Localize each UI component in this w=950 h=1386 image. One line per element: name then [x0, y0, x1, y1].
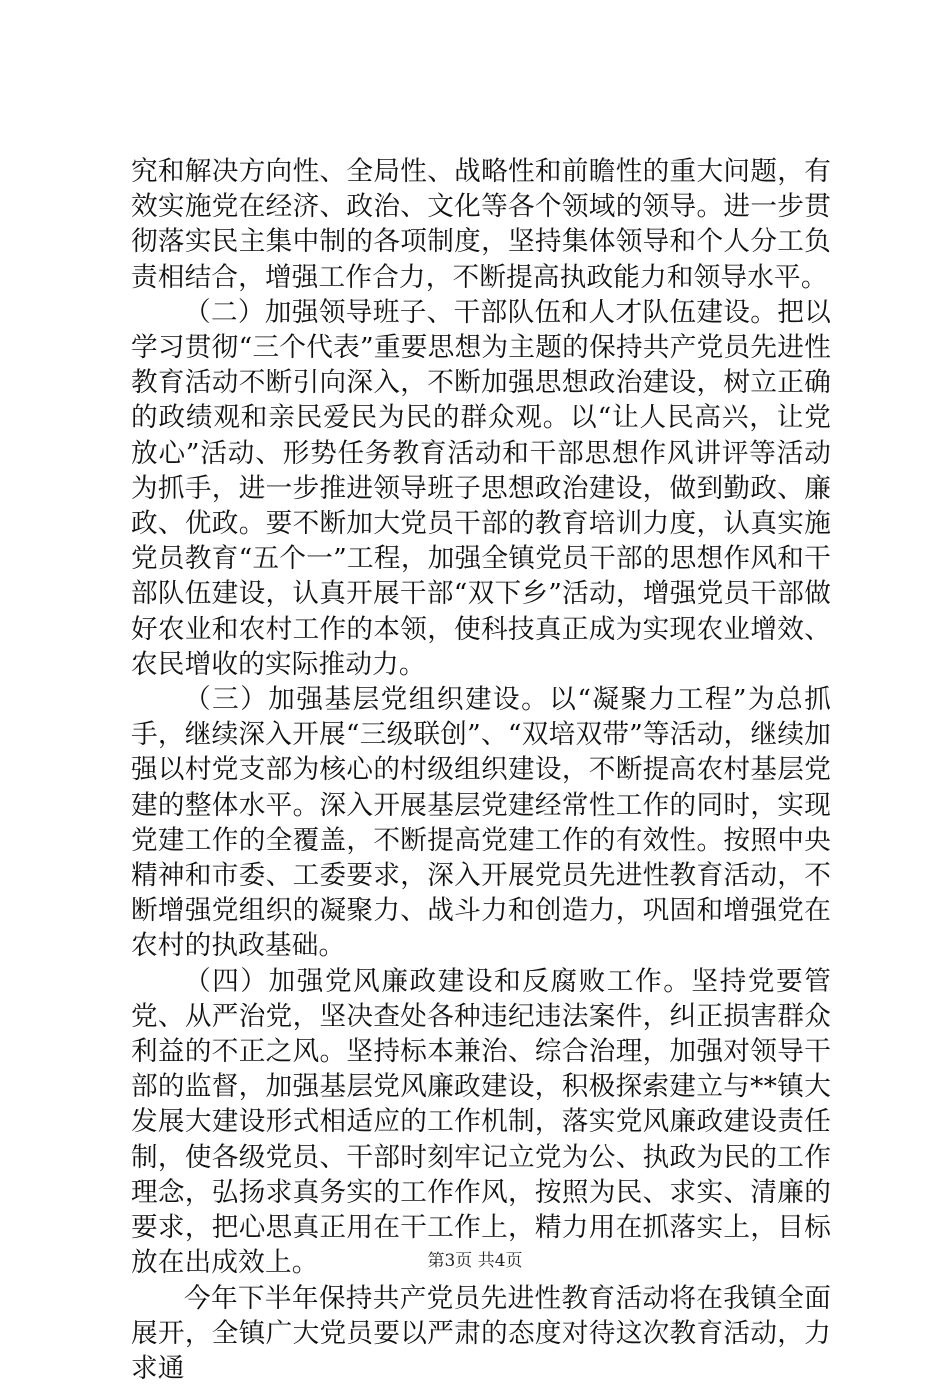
paragraph-section-3: （三）加强基层党组织建设。以“凝聚力工程”为总抓手，继续深入开展“三级联创”、“双培双带”等活动，继续加强以村党支部为核心的村级组织建设，不断提高农村基层党建的整体水平。深入开展基层党建经常性工作的同时，实现党建工作的全覆盖，不断提高党建工作的有效性。按照中央精神和市委、工委要求，深入开展党员先进性教育活动，不断增强党组织的凝聚力、战斗力和创造力，巩固和增强党在农村的执政基础。	[131, 682, 831, 964]
page-number-footer: 第3页 共4页	[0, 1246, 950, 1271]
paragraph-1-continued: 究和解决方向性、全局性、战略性和前瞻性的重大问题，有效实施党在经济、政治、文化等各个领域的领导。进一步贯彻落实民主集中制的各项制度，坚持集体领导和个人分工负责相结合，增强工作合力，不断提高执政能力和领导水平。	[131, 154, 831, 295]
document-body	[131, 154, 831, 1386]
paragraph-section-2: （二）加强领导班子、干部队伍和人才队伍建设。把以学习贯彻“三个代表”重要思想为主题的保持共产党员先进性教育活动不断引向深入，不断加强思想政治建设，树立正确的政绩观和亲民爱民为民的群众观。以“让人民高兴，让党放心”活动、形势任务教育活动和干部思想作风讲评等活动为抓手，进一步推进领导班子思想政治建设，做到勤政、廉政、优政。要不断加大党员干部的教育培训力度，认真实施党员教育“五个一”工程，加强全镇党员干部的思想作风和干部队伍建设，认真开展干部“双下乡”活动，增强党员干部做好农业和农村工作的本领，使科技真正成为实现农业增效、农民增收的实际推动力。	[131, 295, 831, 682]
paragraph-section-4: （四）加强党风廉政建设和反腐败工作。坚持党要管党、从严治党，坚决查处各种违纪违法案件，纠正损害群众利益的不正之风。坚持标本兼治、综合治理，加强对领导干部的监督，加强基层党风廉政建设，积极探索建立与**镇大发展大建设形式相适应的工作机制，落实党风廉政建设责任制，使各级党员、干部时刻牢记立党为公、执政为民的工作理念，弘扬求真务实的工作作风，按照为民、求实、清廉的要求，把心思真正用在干工作上，精力用在抓落实上，目标放在出成效上。	[131, 964, 831, 1281]
paragraph-closing: 今年下半年保持共产党员先进性教育活动将在我镇全面展开，全镇广大党员要以严肃的态度对待这次教育活动，力求通	[131, 1281, 831, 1386]
